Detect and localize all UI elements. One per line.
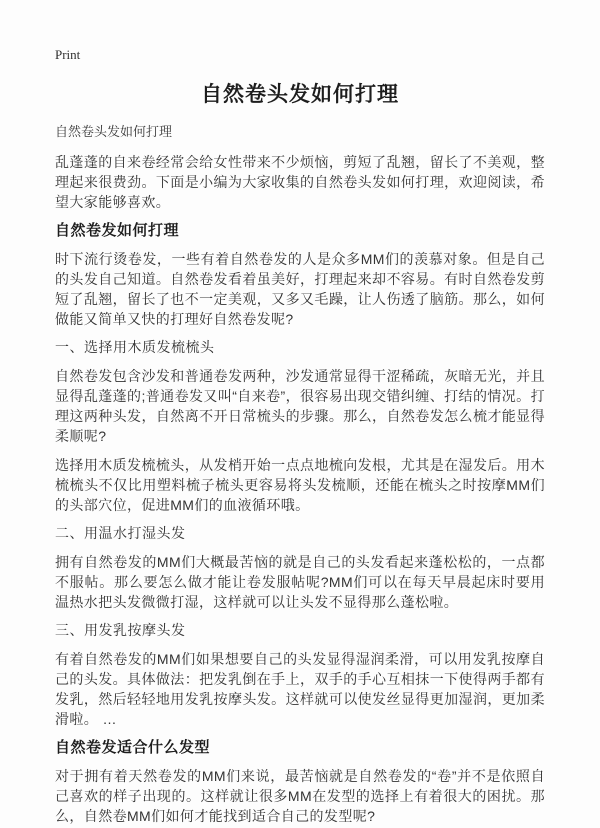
body-paragraph: 对于拥有着天然卷发的MM们来说，最苦恼就是自然卷发的“卷”并不是依照自己喜欢的样子出现的。这样就让很多MM在发型的选择上有着很大的困扰。那么，自然卷MM们如何才能找到适合自己的发型呢?: [55, 768, 545, 824]
section-subheading: 一、选择用木质发梳梳头: [55, 339, 215, 355]
section-subheading: 三、用发乳按摩头发: [55, 622, 186, 638]
body-paragraph: 时下流行烫卷发，一些有着自然卷发的人是众多MM们的羡慕对象。但是自己的头发自己知道。自然卷发看着虽美好，打理起来却不容易。有时自然卷发剪短了乱翘，留长了也不一定美观，又多又毛躁，让人伤透了脑筋。那么，如何做能又简单又快的打理好自然卷发呢?: [55, 251, 545, 327]
section-heading: 自然卷发适合什么发型: [55, 739, 211, 756]
section-subheading: 二、用温水打湿头发: [55, 525, 186, 541]
body-paragraph: 乱蓬蓬的自来卷经常会给女性带来不少烦恼，剪短了乱翘，留长了不美观，整理起来很费劲。下面是小编为大家收集的自然卷头发如何打理，欢迎阅读，希望大家能够喜欢。: [55, 154, 545, 210]
page-subtitle: 自然卷头发如何打理: [55, 124, 173, 139]
body-paragraph: 有着自然卷发的MM们如果想要自己的头发显得湿润柔滑，可以用发乳按摩自己的头发。具体做法：把发乳倒在手上，双手的手心互相抹一下使得两手都有发乳，然后轻轻地用发乳按摩头发。这样就可以使发丝显得更加湿润，更加柔滑啦。 …: [55, 651, 545, 727]
body-paragraph: 拥有自然卷发的MM们大概最苦恼的就是自己的头发看起来蓬松松的，一点都不服帖。那么要怎么做才能让卷发服帖呢?MM们可以在每天早晨起床时要用温热水把头发微微打湿，这样就可以让头发不显得那么蓬松啦。: [55, 554, 545, 610]
section-heading: 自然卷发如何打理: [55, 222, 180, 239]
document-sections: [55, 152, 545, 826]
body-paragraph: 选择用木质发梳梳头，从发梢开始一点点地梳向发根，尤其是在湿发后。用木梳梳头不仅比用塑料梳子梳头更容易将头发梳顺，还能在梳头之时按摩MM们的头部穴位，促进MM们的血液循环哦。: [55, 457, 545, 513]
print-link[interactable]: Print: [55, 47, 81, 62]
page-title: 自然卷头发如何打理: [201, 83, 399, 106]
body-paragraph: 自然卷发包含沙发和普通卷发两种，沙发通常显得干涩稀疏，灰暗无光，并且显得乱蓬蓬的;普通卷发又叫“自来卷”，很容易出现交错纠缠、打结的情况。打理这两种头发，自然离不开日常梳头的步骤。那么，自然卷发怎么梳才能显得柔顺呢?: [55, 368, 545, 444]
